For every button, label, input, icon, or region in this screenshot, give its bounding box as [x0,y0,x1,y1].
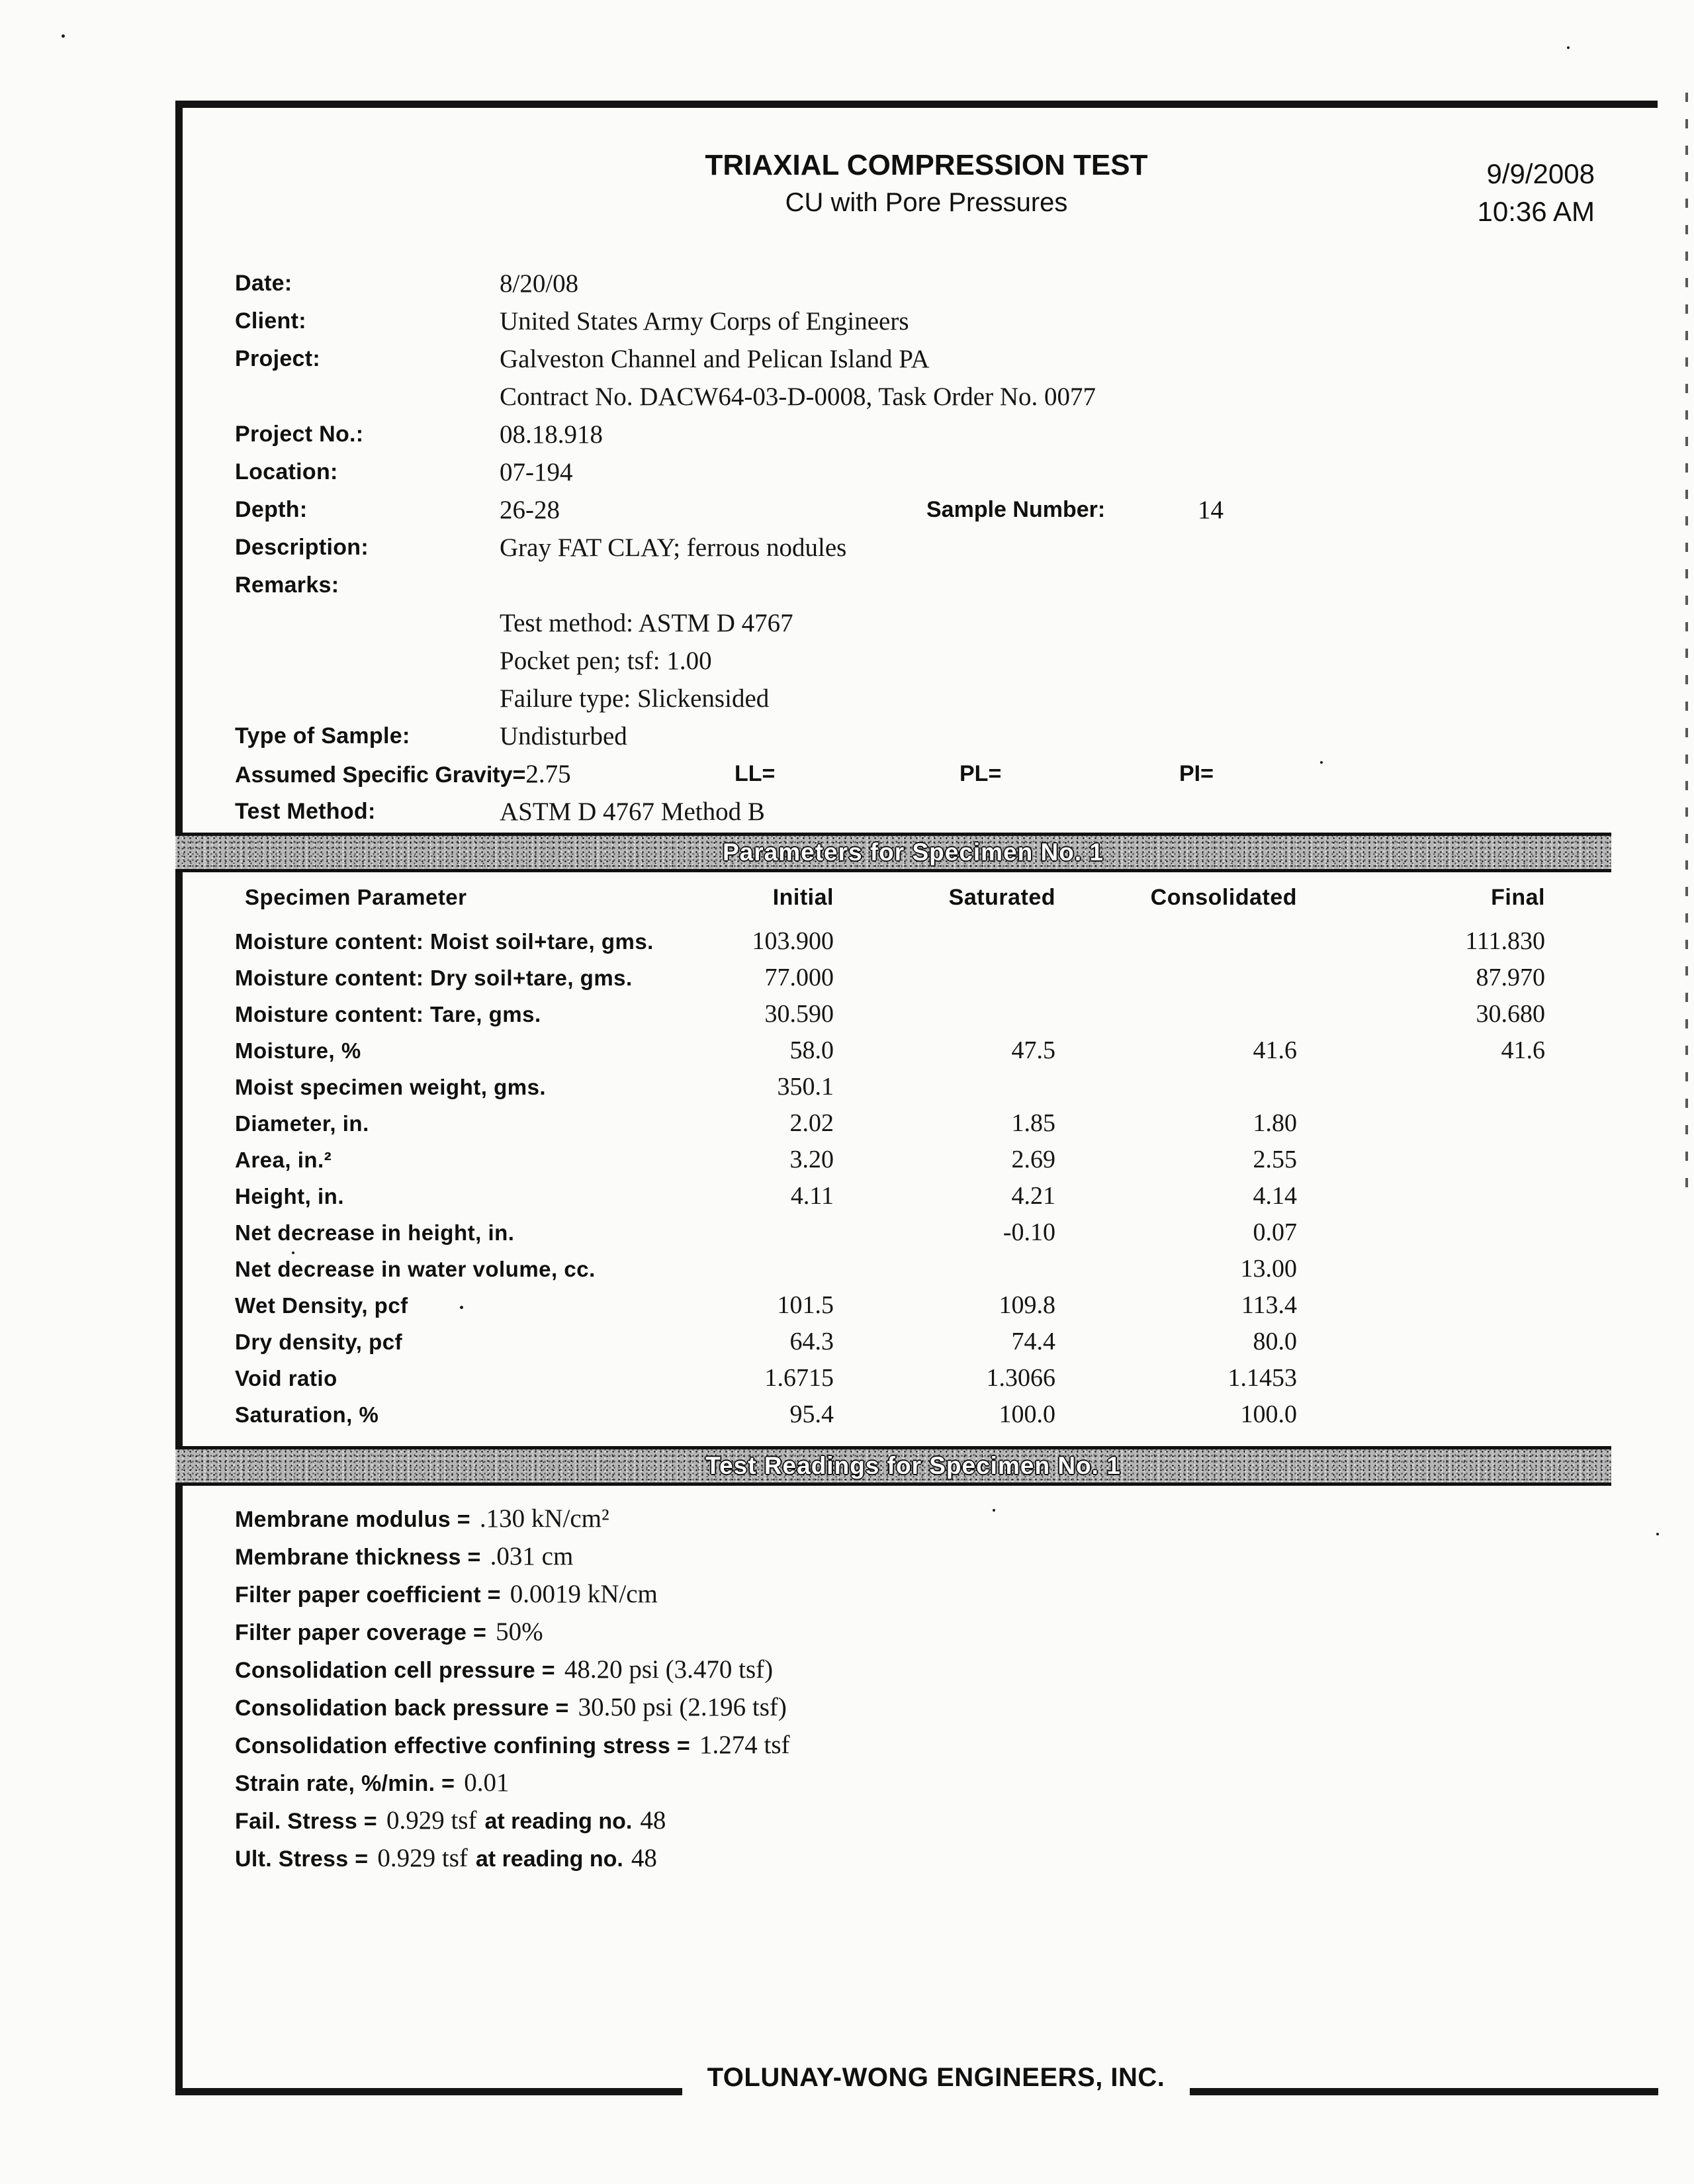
reading-value: 0.01 [464,1768,510,1797]
field-label: Assumed Specific Gravity= [235,762,526,788]
reading-filter-paper-coefficient [235,1575,790,1613]
page-frame-top-border [175,101,1658,108]
value-consolidated: 0.07 [1253,1218,1297,1246]
field-location [235,453,1591,491]
reading-label: Consolidation effective confining stress = [235,1733,691,1758]
parameter-label: Saturation, % [235,1402,379,1427]
company-name: TOLUNAY-WONG ENGINEERS, INC. [707,2063,1165,2092]
field-label: Project No.: [235,422,364,447]
value-saturated: 2.69 [1011,1146,1055,1173]
value-consolidated: 1.80 [1253,1109,1297,1137]
reading-label: Membrane modulus = [235,1507,470,1532]
scan-artifact-dot [1656,1533,1659,1535]
value-saturated: 1.85 [1011,1109,1055,1137]
field-value: ASTM D 4767 Method B [500,797,765,826]
value-initial: 64.3 [789,1328,834,1355]
value-final: 41.6 [1501,1036,1545,1064]
reading-value: 50% [496,1617,543,1646]
reading-label: Filter paper coverage = [235,1620,487,1645]
scan-artifact-dot [62,34,65,38]
parameters-header-row [235,877,1545,918]
reading-value: .130 kN/cm² [479,1504,609,1533]
value-saturated: 4.21 [1011,1182,1055,1210]
parameter-label: Diameter, in. [235,1111,369,1136]
field-description [235,529,1591,567]
reading-value: 30.50 psi (2.196 tsf) [578,1693,787,1721]
field-date [235,265,1591,302]
parameter-label: Moisture content: Moist soil+tare, gms. [235,929,654,954]
print-time: 10:36 AM [1477,196,1595,227]
value-initial: 103.900 [752,927,834,955]
value-saturated: -0.10 [1003,1218,1055,1246]
remark-pocket-pen [235,642,1591,680]
value-consolidated: 4.14 [1253,1182,1297,1210]
reading-consolidation-back-pressure [235,1688,790,1726]
parameter-row [235,996,1545,1032]
reading-strain-rate [235,1764,790,1801]
reading-label-2: at reading no. [475,1846,623,1872]
reading-label: Membrane thickness = [235,1545,481,1570]
field-value: 26-28 [500,496,560,524]
scan-artifact-dot [1567,46,1570,49]
col-initial: Initial [772,885,834,910]
parameter-row [235,1105,1545,1142]
value-consolidated: 80.0 [1253,1328,1297,1355]
parameters-banner: Parameters for Specimen No. 1 [175,833,1611,872]
reading-label: Fail. Stress = [235,1809,377,1834]
value-saturated: 47.5 [1011,1036,1055,1064]
parameter-row [235,1287,1545,1324]
reading-label: Strain rate, %/min. = [235,1771,455,1796]
field-label: Type of Sample: [235,723,410,749]
reading-effective-confining-stress [235,1726,790,1764]
value-initial: 101.5 [777,1291,834,1319]
col-saturated: Saturated [948,885,1055,910]
reading-label-2: at reading no. [484,1809,633,1834]
reading-consolidation-cell-pressure [235,1651,790,1688]
field-project-no [235,416,1591,453]
parameter-label: Wet Density, pcf [235,1293,408,1318]
field-pl-label: PL= [959,761,1002,786]
value-final: 111.830 [1465,927,1545,955]
value-saturated: 74.4 [1011,1328,1055,1355]
field-ll-label: LL= [735,761,776,786]
sample-info-section [235,265,1591,831]
reading-membrane-modulus [235,1500,790,1537]
parameter-row [235,1178,1545,1214]
scan-artifact-dot [993,1509,995,1512]
field-project-contract [235,378,1591,416]
value-initial: 4.11 [790,1182,834,1210]
reading-value: 1.274 tsf [699,1731,790,1759]
field-value: Gray FAT CLAY; ferrous nodules [500,533,847,562]
value-initial: 77.000 [764,964,834,991]
value-saturated: 1.3066 [986,1364,1055,1392]
value-consolidated: 113.4 [1241,1291,1297,1319]
value-initial: 3.20 [789,1146,834,1173]
field-label: Client: [235,308,306,334]
field-pi-label: PI= [1179,761,1214,786]
field-label: Description: [235,535,369,560]
field-assumed-specific-gravity [235,755,1591,793]
report-header [199,147,1654,221]
field-value: 07-194 [500,458,573,486]
field-project [235,340,1591,378]
field-value: 08.18.918 [500,420,603,449]
reading-label: Consolidation cell pressure = [235,1658,555,1683]
field-type-of-sample [235,717,1591,755]
reading-membrane-thickness [235,1537,790,1575]
parameter-label: Moisture, % [235,1038,361,1063]
field-value: Test method: ASTM D 4767 [500,609,793,637]
field-label: Project: [235,346,320,371]
field-sample-number-label: Sample Number: [926,497,1106,522]
value-consolidated: 2.55 [1253,1146,1297,1173]
col-consolidated: Consolidated [1150,885,1297,910]
value-consolidated: 100.0 [1240,1400,1297,1428]
readings-banner: Test Readings for Specimen No. 1 [175,1446,1611,1486]
print-date: 9/9/2008 [1486,158,1595,189]
reading-value-2: 48 [631,1844,657,1872]
report-subtitle: CU with Pore Pressures [785,188,1068,217]
field-remarks [235,567,1591,604]
value-initial: 2.02 [789,1109,834,1137]
value-initial: 95.4 [789,1400,834,1428]
value-initial: 1.6715 [764,1364,834,1392]
value-saturated: 109.8 [999,1291,1055,1319]
field-value: 2.75 [525,760,571,788]
parameter-label: Dry density, pcf [235,1330,403,1354]
field-value: Undisturbed [500,722,627,751]
field-value: Galveston Channel and Pelican Island PA [500,345,930,373]
col-final: Final [1491,885,1545,910]
parameters-table [235,877,1545,1433]
parameter-label: Net decrease in height, in. [235,1220,515,1245]
field-label: Location: [235,459,338,484]
reading-value: 0.929 tsf [377,1844,468,1872]
parameter-row [235,1324,1545,1360]
parameter-row [235,923,1545,960]
page-frame-left-border [175,101,183,2095]
parameter-row [235,960,1545,996]
reading-label: Ult. Stress = [235,1846,369,1872]
parameter-row [235,1251,1545,1287]
parameter-label: Area, in.² [235,1148,332,1172]
value-consolidated: 1.1453 [1227,1364,1297,1392]
header-gap [235,918,1545,923]
field-label: Test Method: [235,799,376,824]
reading-label: Filter paper coefficient = [235,1582,501,1608]
parameter-label: Net decrease in water volume, cc. [235,1257,596,1281]
reading-filter-paper-coverage [235,1613,790,1651]
parameter-label: Moisture content: Dry soil+tare, gms. [235,966,633,990]
value-final: 87.970 [1476,964,1545,991]
field-sample-number-value: 14 [1198,496,1224,524]
field-value: Failure type: Slickensided [500,684,770,713]
field-label: Date: [235,271,292,296]
reading-value: 48.20 psi (3.470 tsf) [564,1655,774,1684]
field-value: United States Army Corps of Engineers [500,307,909,336]
value-consolidated: 41.6 [1253,1036,1297,1064]
parameter-row [235,1069,1545,1105]
parameter-label: Moisture content: Tare, gms. [235,1002,541,1026]
value-initial: 30.590 [764,1000,834,1028]
remark-test-method [235,604,1591,642]
remark-failure-type [235,680,1591,717]
reading-value-2: 48 [640,1806,666,1835]
print-datetime [1478,155,1595,230]
parameter-row [235,1396,1545,1433]
parameter-label: Height, in. [235,1184,344,1208]
reading-value: 0.0019 kN/cm [510,1580,658,1608]
parameter-row [235,1214,1545,1251]
field-label: Depth: [235,497,308,522]
value-initial: 58.0 [789,1036,834,1064]
value-saturated: 100.0 [999,1400,1055,1428]
report-title: TRIAXIAL COMPRESSION TEST [705,149,1148,181]
parameter-row [235,1032,1545,1069]
parameter-row [235,1360,1545,1396]
field-value: 8/20/08 [500,269,579,298]
reading-label: Consolidation back pressure = [235,1696,569,1721]
reading-value: 0.929 tsf [386,1806,477,1835]
test-readings-section [235,1500,790,1877]
footer-rule-right [1190,2088,1658,2095]
field-depth [235,491,1591,529]
reading-fail-stress [235,1801,790,1839]
field-value: Pocket pen; tsf: 1.00 [500,647,712,675]
value-initial: 350.1 [777,1073,834,1101]
field-value: Contract No. DACW64-03-D-0008, Task Order No. 0077 [500,383,1096,411]
parameter-label: Void ratio [235,1366,337,1390]
value-final: 30.680 [1476,1000,1545,1028]
value-consolidated: 13.00 [1240,1255,1297,1283]
footer-rule-left [183,2088,682,2095]
parameter-label: Moist specimen weight, gms. [235,1075,547,1099]
reading-value: .031 cm [490,1542,574,1570]
field-test-method [235,793,1591,831]
reading-ult-stress [235,1839,790,1877]
field-label: Remarks: [235,572,339,598]
scan-edge-dashes [1685,93,1688,1205]
col-specimen-parameter: Specimen Parameter [245,885,467,909]
parameter-row [235,1142,1545,1178]
field-client [235,302,1591,340]
